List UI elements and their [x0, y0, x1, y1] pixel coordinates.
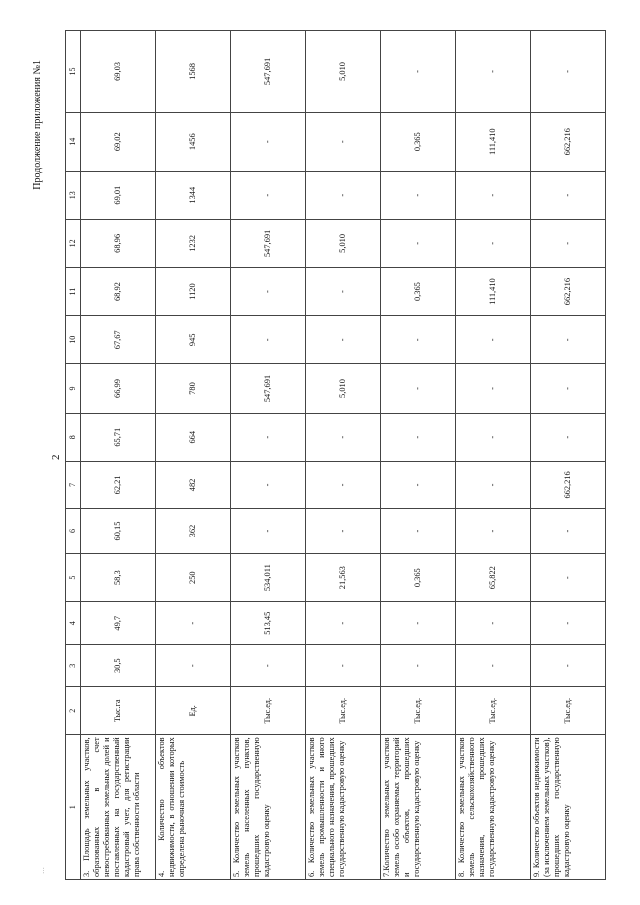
unit-of-measure: Тыс.ед.	[231, 687, 306, 735]
indicator-description: 7.Количество земельных участков земель особо охраняемых территорий и объектов, прошедших государственную кадастровую оценку	[381, 735, 456, 880]
value-cell: 1344	[156, 171, 231, 219]
value-cell: -	[456, 413, 531, 461]
value-cell: -	[456, 461, 531, 508]
table-row	[306, 31, 381, 880]
value-cell: 513,45	[231, 602, 306, 645]
value-cell: -	[531, 602, 606, 645]
value-cell: -	[531, 554, 606, 602]
indicator-description: 8. Количество земельных участков земель сельскохозяйственного назначения, прошедших государственную кадастровую оценку	[456, 735, 531, 880]
page-number: 2	[50, 454, 62, 460]
header-fragment: …	[38, 867, 46, 874]
value-cell: -	[456, 645, 531, 687]
data-table	[65, 30, 606, 880]
indicator-description: 4. Количество объектов недвижимости, в отношении которых определена рыночная стоимость	[156, 735, 231, 880]
value-cell: 482	[156, 461, 231, 508]
value-cell: 68,96	[81, 219, 156, 267]
value-cell: -	[381, 461, 456, 508]
value-cell: 58,3	[81, 554, 156, 602]
value-cell: 547,691	[231, 364, 306, 413]
column-number-cell: 11	[66, 267, 81, 315]
value-cell: 362	[156, 509, 231, 554]
value-cell: -	[231, 267, 306, 315]
unit-of-measure: Ед.	[156, 687, 231, 735]
value-cell: 66,99	[81, 364, 156, 413]
value-cell: 662,216	[531, 112, 606, 171]
value-cell: 5,010	[306, 31, 381, 113]
table-row	[231, 31, 306, 880]
value-cell: -	[381, 509, 456, 554]
unit-of-measure: Тыс.ед.	[381, 687, 456, 735]
value-cell: 547,691	[231, 31, 306, 113]
value-cell: 1120	[156, 267, 231, 315]
value-cell: 1456	[156, 112, 231, 171]
value-cell: 1568	[156, 31, 231, 113]
value-cell: -	[231, 413, 306, 461]
value-cell: -	[156, 645, 231, 687]
value-cell: 250	[156, 554, 231, 602]
value-cell: -	[381, 219, 456, 267]
value-cell: -	[156, 602, 231, 645]
value-cell: 21,563	[306, 554, 381, 602]
value-cell: 547,691	[231, 219, 306, 267]
value-cell: 111,410	[456, 267, 531, 315]
unit-of-measure: Тыс.ед.	[531, 687, 606, 735]
value-cell: 5,010	[306, 364, 381, 413]
appendix-note: Продолжение приложения №1	[32, 60, 43, 190]
column-number-cell: 8	[66, 413, 81, 461]
rotated-content	[28, 30, 618, 880]
value-cell: -	[381, 645, 456, 687]
value-cell: 5,010	[306, 219, 381, 267]
value-cell: -	[381, 364, 456, 413]
value-cell: -	[381, 316, 456, 364]
value-cell: -	[231, 509, 306, 554]
table-row	[531, 31, 606, 880]
value-cell: -	[456, 602, 531, 645]
value-cell: -	[456, 171, 531, 219]
column-number-cell: 12	[66, 219, 81, 267]
value-cell: 69,01	[81, 171, 156, 219]
column-number-cell: 10	[66, 316, 81, 364]
unit-of-measure: Тыс.ед.	[306, 687, 381, 735]
value-cell: -	[306, 413, 381, 461]
value-cell: -	[381, 602, 456, 645]
value-cell: -	[531, 509, 606, 554]
indicator-description: 3. Площадь земельных участков, образованных в счет невостребованных земельных долей и поставленных на государственный кадастровый учет, для регистрации права собственности области	[81, 735, 156, 880]
value-cell: -	[456, 219, 531, 267]
value-cell: 0,365	[381, 112, 456, 171]
value-cell: -	[456, 31, 531, 113]
value-cell: 111,410	[456, 112, 531, 171]
value-cell: -	[231, 316, 306, 364]
table-row	[81, 31, 156, 880]
column-number-cell: 14	[66, 112, 81, 171]
value-cell: -	[306, 461, 381, 508]
value-cell: 0,365	[381, 554, 456, 602]
value-cell: -	[456, 509, 531, 554]
value-cell: 49,7	[81, 602, 156, 645]
value-cell: 65,822	[456, 554, 531, 602]
indicator-description: 5. Количество земельных участков земель населенных пунктов, прошедших государственную кадастровую оценку	[231, 735, 306, 880]
column-number-cell: 6	[66, 509, 81, 554]
column-number-cell: 7	[66, 461, 81, 508]
value-cell: -	[306, 171, 381, 219]
column-number-cell: 5	[66, 554, 81, 602]
value-cell: 69,03	[81, 31, 156, 113]
value-cell: 945	[156, 316, 231, 364]
column-number-row	[66, 31, 81, 880]
value-cell: 662,216	[531, 267, 606, 315]
value-cell: 69,02	[81, 112, 156, 171]
value-cell: 664	[156, 413, 231, 461]
value-cell: -	[456, 364, 531, 413]
value-cell: -	[231, 112, 306, 171]
column-number-cell: 1	[66, 735, 81, 880]
table-row	[381, 31, 456, 880]
value-cell: -	[456, 316, 531, 364]
unit-of-measure: Тыс.га	[81, 687, 156, 735]
value-cell: -	[531, 219, 606, 267]
value-cell: 0,365	[381, 267, 456, 315]
value-cell: -	[531, 316, 606, 364]
value-cell: 534,011	[231, 554, 306, 602]
value-cell: -	[531, 171, 606, 219]
unit-of-measure: Тыс.ед.	[456, 687, 531, 735]
column-number-cell: 2	[66, 687, 81, 735]
indicator-description: 6. Количество земельных участков земель промышленности и иного специального назначения, прошедших государственную кадастровую оценку	[306, 735, 381, 880]
value-cell: -	[531, 31, 606, 113]
value-cell: -	[231, 645, 306, 687]
table-row	[456, 31, 531, 880]
table-row	[156, 31, 231, 880]
table-body	[66, 31, 606, 880]
value-cell: -	[531, 645, 606, 687]
value-cell: -	[531, 413, 606, 461]
value-cell: -	[306, 316, 381, 364]
value-cell: 68,92	[81, 267, 156, 315]
column-number-cell: 15	[66, 31, 81, 113]
value-cell: -	[306, 645, 381, 687]
value-cell: 60,15	[81, 509, 156, 554]
column-number-cell: 13	[66, 171, 81, 219]
column-number-cell: 9	[66, 364, 81, 413]
value-cell: -	[231, 171, 306, 219]
value-cell: -	[531, 364, 606, 413]
value-cell: -	[306, 602, 381, 645]
value-cell: -	[381, 31, 456, 113]
value-cell: 780	[156, 364, 231, 413]
value-cell: -	[381, 413, 456, 461]
value-cell: 67,67	[81, 316, 156, 364]
value-cell: -	[231, 461, 306, 508]
value-cell: -	[306, 267, 381, 315]
value-cell: 30,5	[81, 645, 156, 687]
value-cell: -	[381, 171, 456, 219]
value-cell: 662,216	[531, 461, 606, 508]
indicator-description: 9. Количество объектов недвижимости (за исключением земельных участков), прошедших государственную кадастровую оценку	[531, 735, 606, 880]
column-number-cell: 4	[66, 602, 81, 645]
value-cell: -	[306, 112, 381, 171]
column-number-cell: 3	[66, 645, 81, 687]
value-cell: 62,21	[81, 461, 156, 508]
value-cell: 65,71	[81, 413, 156, 461]
value-cell: -	[306, 509, 381, 554]
value-cell: 1232	[156, 219, 231, 267]
